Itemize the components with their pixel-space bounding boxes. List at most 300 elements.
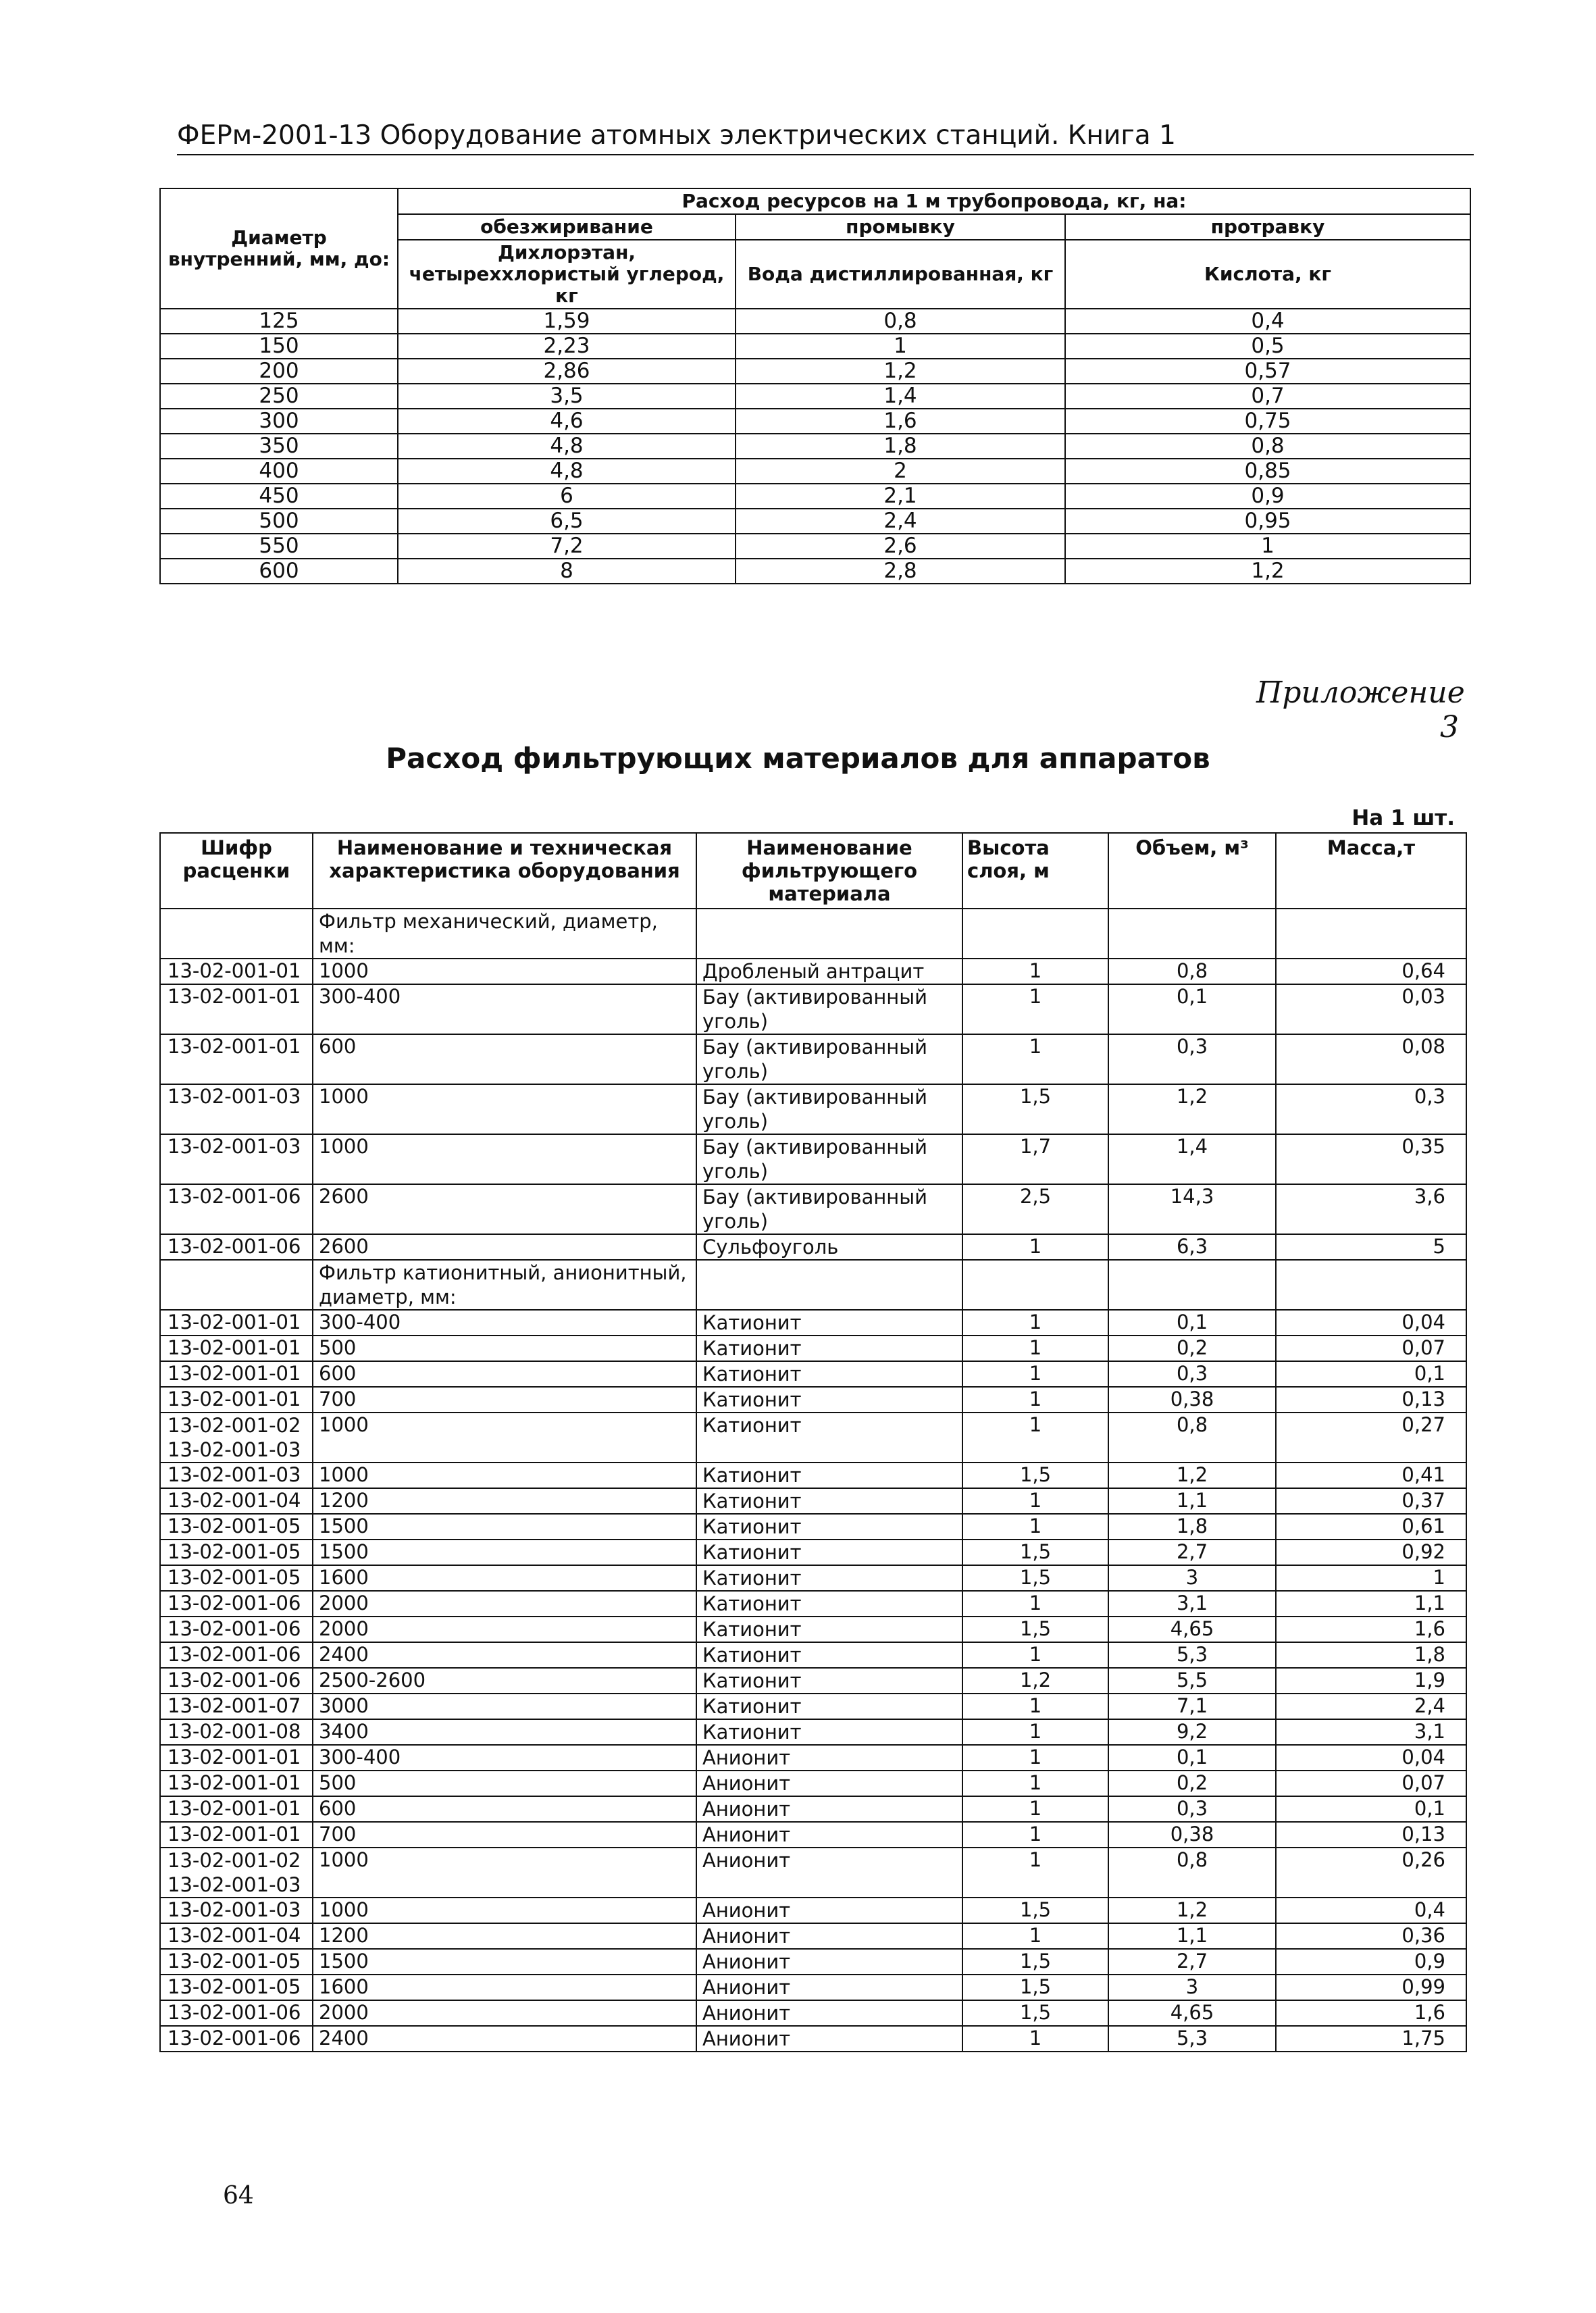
cell-volume: 1,2: [1108, 1463, 1276, 1488]
cell-diameter: 250: [160, 384, 398, 409]
cell-equipment: 2000: [313, 1591, 696, 1617]
cell-volume: 14,3: [1108, 1184, 1276, 1234]
table-row: [160, 2000, 1466, 2026]
cell-volume: 7,1: [1108, 1694, 1276, 1719]
cell-water: 0,8: [736, 309, 1065, 334]
cell-water: 1,6: [736, 409, 1065, 434]
cell-equipment: 300-400: [313, 1310, 696, 1336]
cell-material: Катионит: [696, 1668, 962, 1694]
cell-code: 13-02-001-05: [160, 1975, 313, 2000]
cell-equipment: 2500-2600: [313, 1668, 696, 1694]
cell-height: 1: [962, 984, 1108, 1034]
cell-volume: 3: [1108, 1975, 1276, 2000]
table-row: [160, 1540, 1466, 1565]
cell-material: Катионит: [696, 1565, 962, 1591]
cell-material: Анионит: [696, 1898, 962, 1923]
cell-material: Анионит: [696, 1949, 962, 1975]
cell-material: Катионит: [696, 1591, 962, 1617]
cell-material: Катионит: [696, 1488, 962, 1514]
cell-code: 13-02-001-06: [160, 1184, 313, 1234]
cell-acid: 0,75: [1065, 409, 1470, 434]
cell-height: 1: [962, 1234, 1108, 1260]
cell-equipment: 1000: [313, 1463, 696, 1488]
cell-volume: 1,2: [1108, 1084, 1276, 1134]
table-row: [160, 1134, 1466, 1184]
table-row: [160, 1488, 1466, 1514]
cell-mass: 0,03: [1276, 984, 1466, 1034]
cell-height: 1: [962, 1822, 1108, 1848]
cell-material: Катионит: [696, 1413, 962, 1463]
cell-volume: 0,3: [1108, 1034, 1276, 1084]
cell-material: Катионит: [696, 1719, 962, 1745]
cell-water: 1,8: [736, 434, 1065, 459]
cell-material: Катионит: [696, 1617, 962, 1642]
col-height-header: Высота слоя, м: [962, 833, 1108, 909]
table-row: [160, 1234, 1466, 1260]
cell-material: Катионит: [696, 1463, 962, 1488]
cell-height: 2,5: [962, 1184, 1108, 1234]
cell-equipment: 1600: [313, 1975, 696, 2000]
cell-code: 13-02-001-07: [160, 1694, 313, 1719]
table-row: [160, 1771, 1466, 1796]
cell-water: 2,4: [736, 509, 1065, 534]
cell-equipment: 1500: [313, 1540, 696, 1565]
table-row: [160, 1387, 1466, 1413]
cell-empty: [696, 909, 962, 959]
table-row: [160, 1336, 1466, 1361]
table-row: [160, 509, 1470, 534]
cell-material: Катионит: [696, 1387, 962, 1413]
cell-diameter: 400: [160, 459, 398, 484]
cell-acid: 0,4: [1065, 309, 1470, 334]
cell-material: Анионит: [696, 1923, 962, 1949]
cell-mass: 1,6: [1276, 1617, 1466, 1642]
cell-code: 13-02-001-01: [160, 1387, 313, 1413]
cell-acid: 0,8: [1065, 434, 1470, 459]
cell-mass: 1,1: [1276, 1591, 1466, 1617]
cell-code: [160, 909, 313, 959]
table-row: [160, 1848, 1466, 1898]
table-row: [160, 434, 1470, 459]
cell-dichloro: 6,5: [398, 509, 736, 534]
cell-height: 1: [962, 1848, 1108, 1898]
cell-mass: 0,1: [1276, 1361, 1466, 1387]
table-row: [160, 2026, 1466, 2052]
cell-code: 13-02-001-02 13-02-001-03: [160, 1848, 313, 1898]
cell-dichloro: 4,6: [398, 409, 736, 434]
cell-dichloro: 1,59: [398, 309, 736, 334]
table-row: [160, 1642, 1466, 1668]
cell-code: 13-02-001-03: [160, 1084, 313, 1134]
cell-height: 1,5: [962, 1975, 1108, 2000]
cell-material: Анионит: [696, 1796, 962, 1822]
cell-equipment: 600: [313, 1034, 696, 1084]
cell-equipment: 1500: [313, 1514, 696, 1540]
table-row: [160, 384, 1470, 409]
cell-diameter: 550: [160, 534, 398, 559]
cell-equipment: 3400: [313, 1719, 696, 1745]
cell-volume: 0,3: [1108, 1796, 1276, 1822]
cell-diameter: 125: [160, 309, 398, 334]
cell-volume: 1,1: [1108, 1488, 1276, 1514]
cell-height: 1: [962, 1796, 1108, 1822]
cell-mass: 0,37: [1276, 1488, 1466, 1514]
cell-diameter: 500: [160, 509, 398, 534]
cell-diameter: 600: [160, 559, 398, 584]
cell-code: 13-02-001-01: [160, 1310, 313, 1336]
cell-material: Катионит: [696, 1514, 962, 1540]
cell-code: 13-02-001-06: [160, 2026, 313, 2052]
cell-code: 13-02-001-01: [160, 959, 313, 984]
cell-volume: 1,2: [1108, 1898, 1276, 1923]
cell-equipment: 2600: [313, 1234, 696, 1260]
table-row: [160, 1694, 1466, 1719]
cell-material: Анионит: [696, 1822, 962, 1848]
cell-code: 13-02-001-01: [160, 984, 313, 1034]
cell-code: 13-02-001-06: [160, 1617, 313, 1642]
cell-height: 1: [962, 1361, 1108, 1387]
cell-height: 1: [962, 1387, 1108, 1413]
cell-height: 1: [962, 1771, 1108, 1796]
cell-height: 1: [962, 1694, 1108, 1719]
table-row: [160, 1514, 1466, 1540]
cell-height: 1: [962, 1413, 1108, 1463]
cell-equipment: 2000: [313, 2000, 696, 2026]
cell-code: 13-02-001-01: [160, 1361, 313, 1387]
cell-equipment: 1000: [313, 1413, 696, 1463]
cell-material: Бау (активированный уголь): [696, 1134, 962, 1184]
table-row: [160, 1361, 1466, 1387]
cell-code: 13-02-001-06: [160, 1234, 313, 1260]
cell-height: 1: [962, 1514, 1108, 1540]
resource-header: Расход ресурсов на 1 м трубопровода, кг, на:: [398, 188, 1470, 214]
cell-volume: 5,3: [1108, 2026, 1276, 2052]
cell-height: 1: [962, 1336, 1108, 1361]
mat-water-header: Вода дистиллированная, кг: [736, 240, 1065, 309]
table-row: [160, 1565, 1466, 1591]
cell-diameter: 300: [160, 409, 398, 434]
table-row: [160, 484, 1470, 509]
cell-equipment: 700: [313, 1822, 696, 1848]
cell-volume: 0,8: [1108, 959, 1276, 984]
cell-diameter: 150: [160, 334, 398, 359]
table-row: [160, 959, 1466, 984]
cell-material: Катионит: [696, 1694, 962, 1719]
cell-height: 1,7: [962, 1134, 1108, 1184]
cell-empty: [1108, 1260, 1276, 1310]
cell-volume: 1,1: [1108, 1923, 1276, 1949]
table-row: [160, 1310, 1466, 1336]
cell-acid: 0,85: [1065, 459, 1470, 484]
cell-code: 13-02-001-06: [160, 1591, 313, 1617]
cell-material: Катионит: [696, 1361, 962, 1387]
cell-height: 1,2: [962, 1668, 1108, 1694]
cell-acid: 1: [1065, 534, 1470, 559]
cell-height: 1,5: [962, 2000, 1108, 2026]
cell-acid: 0,5: [1065, 334, 1470, 359]
page-number: 64: [223, 2182, 254, 2210]
cell-equipment: 1200: [313, 1488, 696, 1514]
cell-mass: 3,6: [1276, 1184, 1466, 1234]
cell-material: Катионит: [696, 1310, 962, 1336]
cell-mass: 0,64: [1276, 959, 1466, 984]
cell-code: 13-02-001-05: [160, 1514, 313, 1540]
cell-dichloro: 4,8: [398, 434, 736, 459]
cell-height: 1,5: [962, 1540, 1108, 1565]
cell-equipment: 1500: [313, 1949, 696, 1975]
col-material-header: Наименование фильтрующего материала: [696, 833, 962, 909]
cell-mass: 0,07: [1276, 1771, 1466, 1796]
cell-acid: 0,7: [1065, 384, 1470, 409]
cell-code: 13-02-001-03: [160, 1463, 313, 1488]
table-row: [160, 1822, 1466, 1848]
cell-height: 1: [962, 1745, 1108, 1771]
table-row: [160, 559, 1470, 584]
col-mass-header: Масса,т: [1276, 833, 1466, 909]
cell-material: Катионит: [696, 1642, 962, 1668]
table-row: [160, 1949, 1466, 1975]
page-header: ФЕРм-2001-13 Оборудование атомных электрических станций. Книга 1: [177, 120, 1474, 155]
cell-empty: [962, 1260, 1108, 1310]
col-code-header: Шифр расценки: [160, 833, 313, 909]
cell-dichloro: 2,23: [398, 334, 736, 359]
filter-materials-body: [160, 909, 1466, 2052]
table-row: [160, 1745, 1466, 1771]
cell-volume: 0,2: [1108, 1771, 1276, 1796]
cell-height: 1: [962, 1034, 1108, 1084]
cell-equipment: 3000: [313, 1694, 696, 1719]
cell-material: Анионит: [696, 1771, 962, 1796]
table-row: [160, 1084, 1466, 1134]
op-flush-header: промывку: [736, 214, 1065, 240]
cell-empty: [1276, 1260, 1466, 1310]
cell-code: [160, 1260, 313, 1310]
cell-water: 1,2: [736, 359, 1065, 384]
cell-mass: 0,36: [1276, 1923, 1466, 1949]
appendix-label: Приложение 3: [1256, 676, 1465, 744]
cell-acid: 1,2: [1065, 559, 1470, 584]
cell-empty: [1108, 909, 1276, 959]
op-degrease-header: обезжиривание: [398, 214, 736, 240]
cell-empty: [696, 1260, 962, 1310]
col-name-header: Наименование и техническая характеристика оборудования: [313, 833, 696, 909]
cell-code: 13-02-001-03: [160, 1898, 313, 1923]
table-row: [160, 309, 1470, 334]
cell-equipment: 1000: [313, 1848, 696, 1898]
cell-height: 1: [962, 1310, 1108, 1336]
cell-mass: 1: [1276, 1565, 1466, 1591]
cell-volume: 0,1: [1108, 984, 1276, 1034]
cell-volume: 1,8: [1108, 1514, 1276, 1540]
cell-code: 13-02-001-01: [160, 1796, 313, 1822]
cell-equipment: 2400: [313, 2026, 696, 2052]
cell-mass: 1,75: [1276, 2026, 1466, 2052]
cell-equipment: 300-400: [313, 984, 696, 1034]
cell-material: Дробленый антрацит: [696, 959, 962, 984]
table-row: [160, 1617, 1466, 1642]
table-row: [160, 1975, 1466, 2000]
mat-dichloro-header: Дихлорэтан, четыреххлористый углерод, кг: [398, 240, 736, 309]
cell-material: Анионит: [696, 1848, 962, 1898]
cell-code: 13-02-001-01: [160, 1822, 313, 1848]
cell-volume: 3,1: [1108, 1591, 1276, 1617]
table-row: [160, 1796, 1466, 1822]
cell-mass: 0,26: [1276, 1848, 1466, 1898]
cell-dichloro: 7,2: [398, 534, 736, 559]
cell-material: Бау (активированный уголь): [696, 984, 962, 1034]
table-row: [160, 1591, 1466, 1617]
table-row: [160, 1898, 1466, 1923]
cell-material: Анионит: [696, 1975, 962, 2000]
cell-mass: 1,8: [1276, 1642, 1466, 1668]
table-row: [160, 984, 1466, 1034]
cell-code: 13-02-001-04: [160, 1923, 313, 1949]
table-row: [160, 409, 1470, 434]
table-row: [160, 1719, 1466, 1745]
cell-code: 13-02-001-06: [160, 1642, 313, 1668]
cell-dichloro: 8: [398, 559, 736, 584]
cell-code: 13-02-001-04: [160, 1488, 313, 1514]
table-row: [160, 1923, 1466, 1949]
cell-volume: 5,5: [1108, 1668, 1276, 1694]
cell-material: Катионит: [696, 1336, 962, 1361]
cell-material: Бау (активированный уголь): [696, 1034, 962, 1084]
cell-equipment: 2000: [313, 1617, 696, 1642]
unit-note: На 1 шт.: [1352, 806, 1455, 830]
cell-material: Анионит: [696, 2000, 962, 2026]
section-title: Расход фильтрующих материалов для аппаратов: [386, 742, 1210, 775]
filter-materials-table: [159, 832, 1467, 2052]
cell-volume: 0,38: [1108, 1822, 1276, 1848]
cell-water: 2,6: [736, 534, 1065, 559]
cell-mass: 0,92: [1276, 1540, 1466, 1565]
cell-diameter: 350: [160, 434, 398, 459]
table-row: [160, 359, 1470, 384]
cell-code: 13-02-001-06: [160, 2000, 313, 2026]
cell-code: 13-02-001-05: [160, 1540, 313, 1565]
cell-mass: 0,35: [1276, 1134, 1466, 1184]
cell-material: Анионит: [696, 2026, 962, 2052]
mat-acid-header: Кислота, кг: [1065, 240, 1470, 309]
cell-mass: 2,4: [1276, 1694, 1466, 1719]
cell-mass: 0,08: [1276, 1034, 1466, 1084]
cell-equipment: 700: [313, 1387, 696, 1413]
cell-equipment: 300-400: [313, 1745, 696, 1771]
cell-code: 13-02-001-02 13-02-001-03: [160, 1413, 313, 1463]
cell-equipment: 500: [313, 1771, 696, 1796]
cell-mass: 0,27: [1276, 1413, 1466, 1463]
cell-water: 2,8: [736, 559, 1065, 584]
group-row: [160, 909, 1466, 959]
cell-height: 1: [962, 1642, 1108, 1668]
cell-height: 1: [962, 959, 1108, 984]
cell-water: 2,1: [736, 484, 1065, 509]
cell-mass: 0,9: [1276, 1949, 1466, 1975]
cell-mass: 0,04: [1276, 1310, 1466, 1336]
op-etch-header: протравку: [1065, 214, 1470, 240]
cell-acid: 0,9: [1065, 484, 1470, 509]
cell-height: 1,5: [962, 1084, 1108, 1134]
cell-mass: 0,3: [1276, 1084, 1466, 1134]
cell-empty: [962, 909, 1108, 959]
pipeline-resources-body: [160, 309, 1470, 584]
cell-height: 1,5: [962, 1565, 1108, 1591]
table-row: [160, 334, 1470, 359]
table-row: [160, 1184, 1466, 1234]
cell-volume: 2,7: [1108, 1949, 1276, 1975]
table-row: [160, 459, 1470, 484]
cell-code: 13-02-001-08: [160, 1719, 313, 1745]
cell-dichloro: 4,8: [398, 459, 736, 484]
cell-dichloro: 6: [398, 484, 736, 509]
cell-equipment: 1200: [313, 1923, 696, 1949]
cell-empty: [1276, 909, 1466, 959]
pipeline-resources-table: [159, 188, 1471, 584]
cell-diameter: 450: [160, 484, 398, 509]
group-row: [160, 1260, 1466, 1310]
cell-equipment: 600: [313, 1361, 696, 1387]
cell-mass: 0,13: [1276, 1387, 1466, 1413]
cell-volume: 9,2: [1108, 1719, 1276, 1745]
cell-height: 1,5: [962, 1463, 1108, 1488]
cell-water: 2: [736, 459, 1065, 484]
cell-acid: 0,57: [1065, 359, 1470, 384]
cell-dichloro: 3,5: [398, 384, 736, 409]
cell-height: 1: [962, 1488, 1108, 1514]
table-row: [160, 1668, 1466, 1694]
cell-height: 1,5: [962, 1898, 1108, 1923]
cell-code: 13-02-001-06: [160, 1668, 313, 1694]
cell-mass: 0,99: [1276, 1975, 1466, 2000]
cell-height: 1: [962, 1923, 1108, 1949]
cell-mass: 1,6: [1276, 2000, 1466, 2026]
cell-equipment: 1000: [313, 1084, 696, 1134]
cell-material: Бау (активированный уголь): [696, 1084, 962, 1134]
cell-volume: 1,4: [1108, 1134, 1276, 1184]
table-row: [160, 1034, 1466, 1084]
cell-diameter: 200: [160, 359, 398, 384]
cell-mass: 1,9: [1276, 1668, 1466, 1694]
cell-water: 1: [736, 334, 1065, 359]
cell-mass: 0,07: [1276, 1336, 1466, 1361]
cell-equipment: 1000: [313, 959, 696, 984]
cell-mass: 5: [1276, 1234, 1466, 1260]
cell-equipment: 1000: [313, 1898, 696, 1923]
cell-code: 13-02-001-03: [160, 1134, 313, 1184]
cell-volume: 0,3: [1108, 1361, 1276, 1387]
group-label: Фильтр механический, диаметр, мм:: [313, 909, 696, 959]
cell-material: Бау (активированный уголь): [696, 1184, 962, 1234]
cell-height: 1: [962, 2026, 1108, 2052]
cell-volume: 3: [1108, 1565, 1276, 1591]
cell-equipment: 1000: [313, 1134, 696, 1184]
cell-height: 1,5: [962, 1949, 1108, 1975]
cell-height: 1: [962, 1591, 1108, 1617]
cell-volume: 0,8: [1108, 1848, 1276, 1898]
table-row: [160, 534, 1470, 559]
cell-mass: 0,1: [1276, 1796, 1466, 1822]
cell-volume: 2,7: [1108, 1540, 1276, 1565]
col-diameter-header: Диаметр внутренний, мм, до:: [160, 188, 398, 309]
cell-material: Анионит: [696, 1745, 962, 1771]
cell-dichloro: 2,86: [398, 359, 736, 384]
cell-mass: 0,41: [1276, 1463, 1466, 1488]
cell-acid: 0,95: [1065, 509, 1470, 534]
cell-material: Сульфоуголь: [696, 1234, 962, 1260]
cell-water: 1,4: [736, 384, 1065, 409]
cell-volume: 0,1: [1108, 1310, 1276, 1336]
cell-volume: 0,2: [1108, 1336, 1276, 1361]
